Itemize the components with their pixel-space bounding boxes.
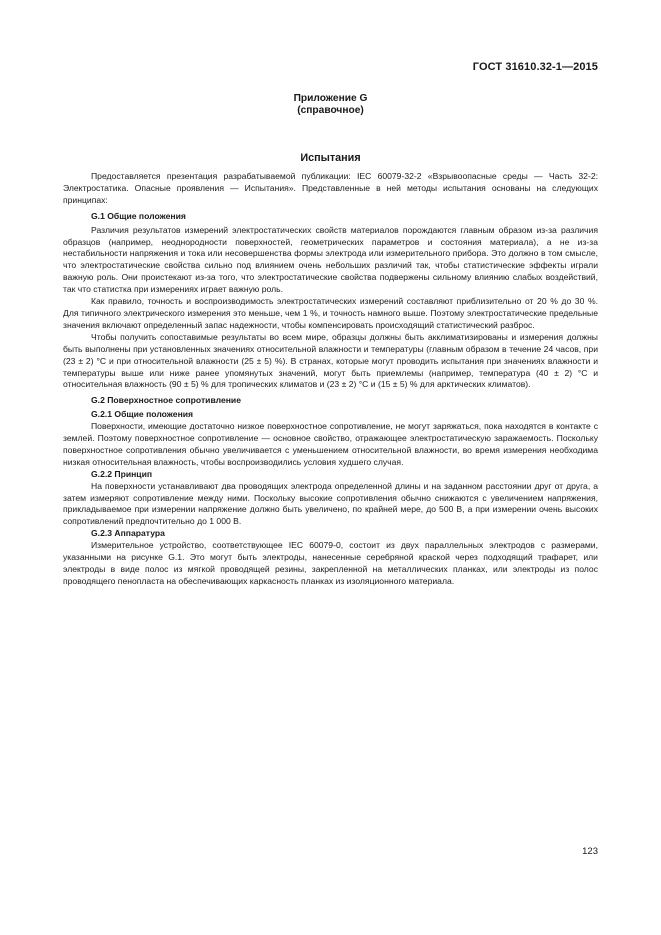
g21-paragraph: Поверхности, имеющие достаточно низкое поверхностное сопротивление, не могут заряжаться, пока находятся в контакте с землей. Поэтому поверхностное сопротивление — основное свойство, отражающее электростатическую заражаемость. Поскольку поверхностное сопротивления обычно увеличивается с уменьшением относительной влажности, во время измерения необходима низкая относительная влажность, чтобы воспроизводились условия худшего случая. [63,421,598,467]
g22-heading: G.2.2 Принцип [91,468,153,479]
g21-heading: G.2.1 Общие положения [91,409,194,420]
g23-heading: G.2.3 Аппаратура [91,528,165,539]
g1-paragraph-3: Чтобы получить сопоставимые результаты во всем мире, образцы должны быть акклиматизированы и измерения должны быть выполнены при установленных значениях относительной влажности и температуры (главным образом в течение 24 часов, при (23 ± 2) °С и при относительной влажности (25 ± 5) %). В странах, которые могут проводить испытания при значениях влажности и температуры выше или ниже ранее упомянутых значений, могут быть приемлемы (например, температура (40 ± 2) °С и относительная влажность (90 ± 5) % для тропических климатов и (23 ± 2) °С и (15 ± 5) % для арктических климатов). [63,331,598,390]
intro-paragraph: Предоставляется презентация разрабатываемой публикации: IEC 60079-32-2 «Взрывоопасные среды — Часть 32-2: Электростатика. Опасные проявления — Испытания». Представленные в ней методы испытания основаны на следующих принципах: [63,171,598,205]
appendix-title: Приложение G [293,93,368,104]
g2-heading: G.2 Поверхностное сопротивление [91,395,241,406]
appendix-subtitle: (справочное) [297,105,364,116]
g1-heading: G.1 Общие положения [91,210,186,221]
document-body [63,171,598,588]
g1-paragraph-1: Различия результатов измерений электростатических свойств материалов порождаются главным образом из-за различия образцов (например, неоднородности поверхностей, геометрических параметров и состояния материала), а не из-за нестабильности напряжения и тока или несовершенства формы электрода или измерительного прибора. Это должно в том смысле, что электростатические свойства сильно под влиянием очень небольших различий так, чтобы статистические эффекты играли важную роль. Они проистекают из-за того, что электростатические свойства подвержены сильному влиянию слабых воздействий, так что статистка при измерениях играет важную роль. [63,224,598,295]
appendix-heading [0,93,661,117]
page-number: 123 [582,846,598,857]
document-id: ГОСТ 31610.32-1—2015 [472,61,598,73]
section-title: Испытания [300,152,361,164]
g22-paragraph: На поверхности устанавливают два проводящих электрода определенной длины и на заданном расстоянии друг от друга, а затем измеряют сопротивление между ними. Поскольку высокие сопротивления обычно снижаются с увеличением напряжения, прикладываемое при измерении напряжение должно быть увеличено, по крайней мере, до 500 В, а при измерении очень высоких сопротивлений предпочтительно до 1 000 В. [63,480,598,527]
g1-paragraph-2: Как правило, точность и воспроизводимость электростатических измерений составляют приблизительно от 20 % до 30 %. Для типичного электрического измерения это меньше, чем 1 %, и точность намного выше. Поэтому электростатические предельные значения включают определенный запас надежности, чтобы компенсировать происходящий статистический разброс. [63,296,598,330]
g23-paragraph: Измерительное устройство, соответствующее IEC 60079-0, состоит из двух параллельных электродов с размерами, указанными на рисунке G.1. Это могут быть электроды, нанесенные серебряной краской через подходящий трафарет, или электроды в виде полос из мягкой проводящей резины, закрепленной на металлических планках, или электроды из полос проводящего пенопласта на обеспечивающих каркасность планках из изоляционного материала. [63,540,598,586]
